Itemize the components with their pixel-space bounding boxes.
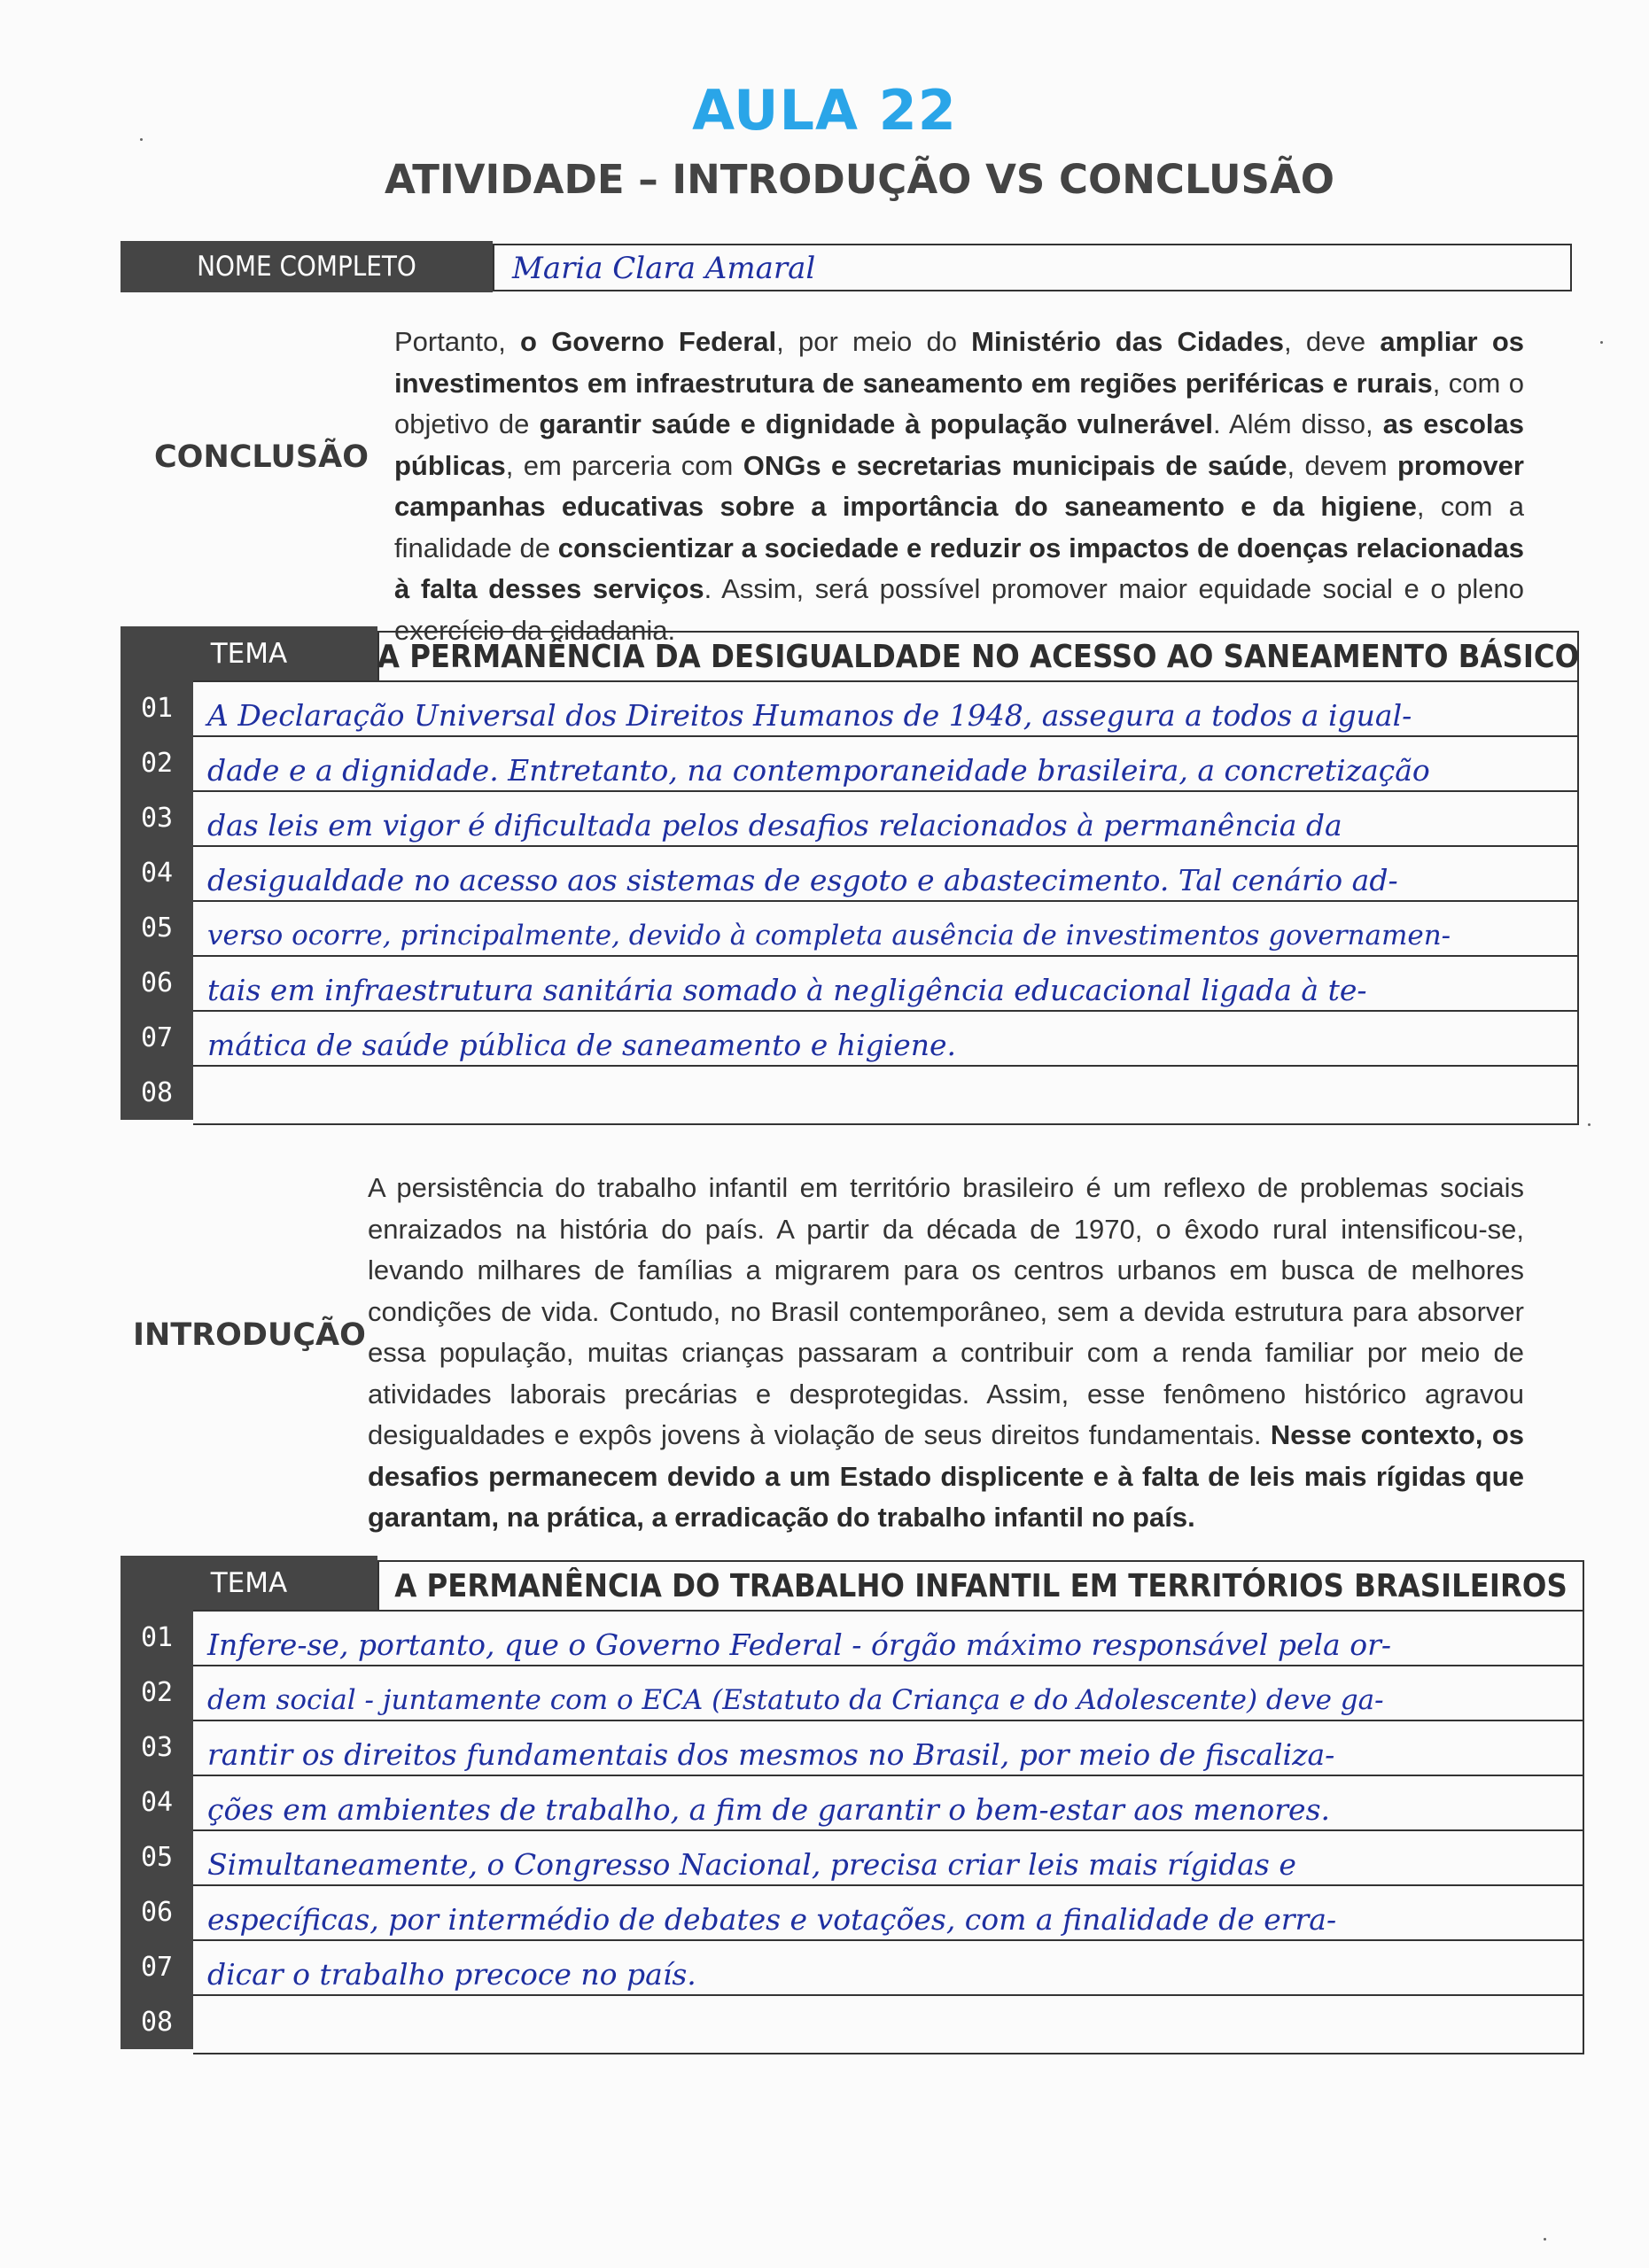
ruled-line — [193, 790, 1577, 792]
line-number: 04 — [140, 1787, 174, 1818]
ruled-line — [193, 1884, 1583, 1886]
name-label: NOME COMPLETO — [121, 241, 493, 292]
scan-speck — [1600, 341, 1603, 344]
ruled-line — [193, 1720, 1583, 1721]
tema-title-1: A PERMANÊNCIA DA DESIGUALDADE NO ACESSO AO SANEAMENTO BÁSICO — [377, 631, 1579, 682]
name-field[interactable] — [493, 244, 1572, 291]
line-numbers-1 — [121, 682, 193, 1120]
line-number: 06 — [140, 967, 174, 998]
handwritten-line: mática de saúde pública de saneamento e higiene. — [207, 1028, 957, 1062]
line-number: 03 — [140, 1732, 174, 1763]
ruled-line — [193, 1775, 1583, 1776]
handwritten-line: dem social - juntamente com o ECA (Estatuto da Criança e do Adolescente) deve ga- — [207, 1684, 1384, 1716]
ruled-line — [193, 955, 1577, 957]
page-subtitle: ATIVIDADE – INTRODUÇÃO VS CONCLUSÃO — [384, 156, 1335, 203]
handwritten-line: ções em ambientes de trabalho, a fim de garantir o bem-estar aos menores. — [207, 1792, 1331, 1827]
introducao-paragraph: A persistência do trabalho infantil em território brasileiro é um reflexo de problemas sociais enraizados na história do país. A partir da década de 1970, o êxodo rural intensificou-se, levando milhares de famílias a migrarem para os centros urbanos em busca de melhores condições de vida. Contudo, no Brasil contemporâneo, sem a devida estrutura para absorver essa população, muitas crianças passaram a contribuir com a renda familiar por meio de atividades laborais precárias e desprotegidas. Assim, esse fenômeno histórico agravou desigualdades e expôs jovens à violação de seus direitos fundamentais. Nesse contexto, os desafios permanecem devido a um Estado displicente e à falta de leis mais rígidas que garantam, na prática, a erradicação do trabalho infantil no país. — [368, 1172, 1524, 1533]
ruled-line — [193, 845, 1577, 847]
line-number: 02 — [140, 748, 174, 779]
introducao-label: INTRODUÇÃO — [133, 1317, 366, 1353]
ruled-line — [193, 1065, 1577, 1067]
handwritten-line: tais em infraestrutura sanitária somado à negligência educacional ligada à te- — [207, 973, 1367, 1007]
ruled-line — [193, 1939, 1583, 1941]
handwritten-line: das leis em vigor é dificultada pelos desafios relacionados à permanência da — [207, 808, 1342, 843]
handwritten-line: específicas, por intermédio de debates e votações, com a finalidade de erra- — [207, 1902, 1337, 1937]
tema-label-2: TEMA — [121, 1556, 377, 1611]
tema-title-2: A PERMANÊNCIA DO TRABALHO INFANTIL EM TERRITÓRIOS BRASILEIROS — [377, 1560, 1584, 1612]
writing-area-2[interactable] — [193, 1610, 1584, 2054]
line-number: 05 — [140, 1842, 174, 1873]
line-number: 03 — [140, 803, 174, 834]
line-number: 01 — [140, 693, 174, 724]
handwritten-line: dicar o trabalho precoce no país. — [207, 1957, 696, 1992]
line-number: 05 — [140, 913, 174, 944]
handwritten-line: dade e a dignidade. Entretanto, na contemporaneidade brasileira, a concretização — [207, 753, 1430, 788]
line-number: 07 — [140, 1022, 174, 1053]
line-number: 08 — [140, 1077, 174, 1108]
name-value: Maria Clara Amaral — [512, 251, 816, 286]
line-number: 02 — [140, 1677, 174, 1708]
conclusao-label: CONCLUSÃO — [154, 439, 369, 475]
handwritten-line: rantir os direitos fundamentais dos mesmos no Brasil, por meio de fiscaliza- — [207, 1737, 1335, 1772]
writing-area-1[interactable] — [193, 680, 1579, 1125]
handwritten-line: Simultaneamente, o Congresso Nacional, precisa criar leis mais rígidas e — [207, 1847, 1296, 1882]
line-number: 06 — [140, 1897, 174, 1928]
line-numbers-2 — [121, 1612, 193, 2049]
ruled-line — [193, 1829, 1583, 1831]
scan-speck — [1544, 2238, 1546, 2241]
conclusao-paragraph: Portanto, o Governo Federal, por meio do Ministério das Cidades, deve ampliar os investimentos em infraestrutura de saneamento em regiões periféricas e rurais, com o objetivo de garantir saúde e dignidade à população vulnerável. Além disso, as escolas públicas, em parceria com ONGs e secretarias municipais de saúde, devem promover campanhas educativas sobre a importância do saneamento e da higiene, com a finalidade de conscientizar a sociedade e reduzir os impactos de doenças relacionadas à falta desses serviços. Assim, será possível promover maior equidade social e o pleno exercício da cidadania. — [394, 326, 1525, 646]
ruled-line — [193, 1010, 1577, 1012]
page-title: AULA 22 — [692, 78, 957, 143]
line-number: 08 — [140, 2007, 174, 2038]
scan-speck — [1588, 1123, 1591, 1126]
tema-label-1: TEMA — [121, 626, 377, 681]
handwritten-line: A Declaração Universal dos Direitos Humanos de 1948, assegura a todos a igual- — [207, 698, 1412, 733]
ruled-line — [193, 1665, 1583, 1666]
line-number: 01 — [140, 1622, 174, 1653]
handwritten-line: verso ocorre, principalmente, devido à completa ausência de investimentos governamen- — [207, 920, 1451, 951]
line-number: 07 — [140, 1952, 174, 1983]
ruled-line — [193, 1994, 1583, 1996]
ruled-line — [193, 735, 1577, 737]
handwritten-line: desigualdade no acesso aos sistemas de esgoto e abastecimento. Tal cenário ad- — [207, 863, 1398, 897]
ruled-line — [193, 900, 1577, 902]
handwritten-line: Infere-se, portanto, que o Governo Federal - órgão máximo responsável pela or- — [207, 1627, 1392, 1662]
line-number: 04 — [140, 858, 174, 889]
